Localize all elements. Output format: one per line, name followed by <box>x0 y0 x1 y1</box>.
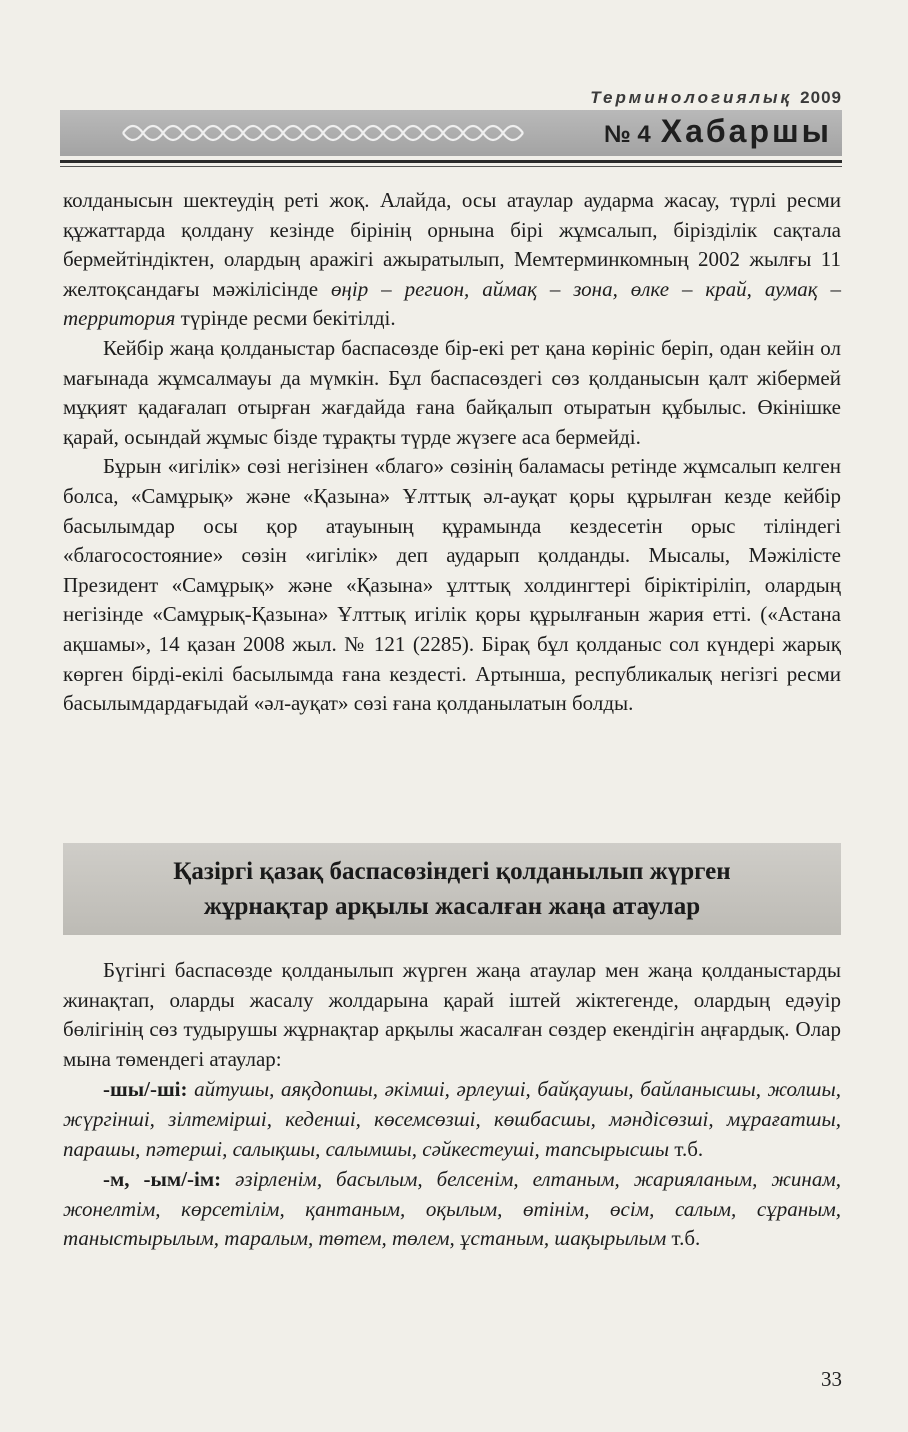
journal-title <box>590 88 842 108</box>
suffix-group-1-words: айтушы, аяқдопшы, әкiмшi, әрлеушi, байқаушы, байланысшы, жолшы, жүргiншi, зiлтемiршi, кеденшi, көсемсөзшi, көшбасшы, мәндiсөзшi, мұрағатшы, парашы, пәтершi, салықшы, салымшы, сәйкестеушi, тапсырысшы <box>63 1077 842 1161</box>
issue-label <box>604 113 832 150</box>
body-text-lower <box>63 956 841 1254</box>
kazakh-ornament-icon <box>118 116 538 150</box>
paragraph-3: Бұрын «игiлiк» сөзi негiзiнен «благо» сөзiнiң баламасы ретiнде жұмсалып келген болса, «Самұрық» және «Қазына» Ұлттық әл-ауқат қоры құрылған кезде кейбiр басылымдар осы қор атауының құрамында кездесетiн орыс тiлiндегi «благосостояние» сөзiн «игiлiк» деп аударып қолданды. Мысалы, Мәжiлiсте Президент «Самұрық» және «Қазына» ұлттық холдингтерi бiрiктiрiлiп, олардың негiзiнде «Самұрық-Қазына» Ұлттық игiлiк қоры құрылғанын жария еттi. («Астана ақшамы», 14 қазан 2008 жыл. № 121 (2285). Бiрақ бұл қолданыс сол күндерi жарық көрген бiрдi-екiлi басылымда ғана кездестi. Артынша, республикалық негiзгi ресми басылымдардағыдай «әл-ауқат» сөзi ғана қолданылатын болды. <box>63 454 841 716</box>
header-band <box>60 110 842 156</box>
bulletin-name: Хабаршы <box>660 113 832 149</box>
journal-year: 2009 <box>800 88 842 107</box>
paragraph-1-terms: өңір – регион, аймақ – зона, өлке – край, аумақ – территория <box>63 276 842 331</box>
paragraph-1 <box>63 186 841 334</box>
suffix-group-1-tail: т.б. <box>674 1136 704 1161</box>
issue-number: № 4 <box>603 121 651 148</box>
suffix-group-2 <box>63 1165 841 1254</box>
suffix-group-1-suffix: -шы/-шi: <box>103 1077 188 1102</box>
header-rule <box>60 160 842 163</box>
suffix-group-1 <box>63 1075 841 1164</box>
suffix-group-2-tail: т.б. <box>671 1226 701 1251</box>
paragraph-1-text: колданысын шектеудің реті жоқ. Алайда, осы атаулар аударма жасау, түрлі ресми құжаттарда қолдану кезінде бірінің орнына бірі жұмсалып, біріздiлiк сақтала бермейтiндiктен, олардың аражiгi ажыратылып, Мемтерминкомның 2002 жылғы 11 желтоқсандағы мәжiлiсiнде <box>63 188 841 301</box>
page-number: 33 <box>821 1367 842 1391</box>
body-text-upper <box>63 186 841 719</box>
header-rule-thin <box>60 166 842 167</box>
paragraph-4: Бүгiнгi баспасөзде қолданылып жүрген жаңа атаулар мен жаңа қолданыстарды жинақтап, оларды жасалу жолдарына қарай iштей жiктегенде, олардың едәуiр бөлiгiнiң сөз тудырушы жұрнақтар арқылы жасалған сөздер екендiгiн аңғардық. Олар мына төмендегi атаулар: <box>63 958 841 1071</box>
section-heading <box>63 843 841 935</box>
suffix-group-2-suffix: -м, -ым/-iм: <box>103 1167 222 1192</box>
section-heading-line-2: жұрнақтар арқылы жасалған жаңа атаулар <box>203 893 701 920</box>
paragraph-2: Кейбiр жаңа қолданыстар баспасөзде бiр-екi рет қана көрiнiс берiп, одан кейiн ол мағынада жұмсалмауы да мүмкiн. Бұл баспасөздегi сөз қолданысын қалт жiбермей мұқият қадағалап отырған жағдайда ғана байқалып отыратын құбылыс. Өкiнiшке қарай, осындай жұмыс бiзде тұрақты түрде жүзеге аса бермейдi. <box>63 335 841 449</box>
journal-name: Терминологиялық <box>590 88 793 107</box>
section-heading-line-1: Қазiргi қазақ баспасөзiндегi қолданылып жүрген <box>173 858 731 885</box>
suffix-group-2-words: әзiрленiм, басылым, белсенiм, елтаным, жарияланым, жинам, жонелтiм, көрсетiлiм, қантаным, оқылым, өтiнiм, өсiм, салым, сұраным, таныстырылым, таралым, төтем, төлем, ұстаным, шақырылым <box>63 1167 841 1251</box>
paragraph-1-end: түрiнде ресми бекiтiлдi. <box>180 306 396 331</box>
